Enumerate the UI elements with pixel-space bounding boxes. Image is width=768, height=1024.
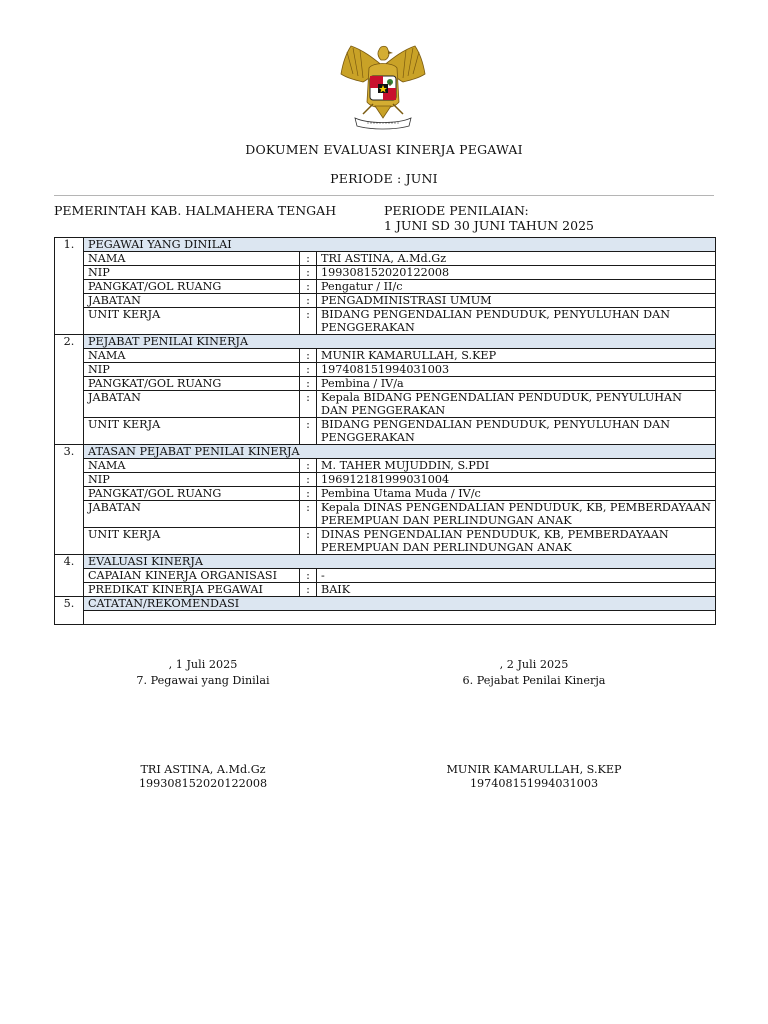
field-value: TRI ASTINA, A.Md.Gz [317, 252, 716, 266]
field-value: M. TAHER MUJUDDIN, S.PDI [317, 459, 716, 473]
field-separator: : [300, 294, 317, 308]
field-value: Kepala BIDANG PENGENDALIAN PENDUDUK, PENYULUHAN DAN PENGGERAKAN [317, 391, 716, 418]
table-row [55, 473, 716, 487]
section-header-row [55, 335, 716, 349]
field-label: NAMA [84, 349, 300, 363]
section-title: PEGAWAI YANG DINILAI [84, 238, 716, 252]
field-value: - [317, 569, 716, 583]
number-cell [55, 308, 84, 335]
field-label: JABATAN [84, 501, 300, 528]
field-value: Pembina / IV/a [317, 377, 716, 391]
number-cell [55, 252, 84, 266]
left-sign-role: 7. Pegawai yang Dinilai [136, 674, 270, 687]
number-cell [55, 391, 84, 418]
left-sign-date: , 1 Juli 2025 [168, 658, 238, 671]
section-title: PEJABAT PENILAI KINERJA [84, 335, 716, 349]
number-cell [55, 528, 84, 555]
table-row [55, 266, 716, 280]
number-cell [55, 487, 84, 501]
field-label: NIP [84, 473, 300, 487]
field-label: PANGKAT/GOL RUANG [84, 280, 300, 294]
field-separator: : [300, 308, 317, 335]
section-title: EVALUASI KINERJA [84, 555, 716, 569]
field-value: 197408151994031003 [317, 363, 716, 377]
field-label: NIP [84, 266, 300, 280]
right-sign-nip: 197408151994031003 [469, 777, 599, 790]
right-sign-name: MUNIR KAMARULLAH, S.KEP [446, 763, 622, 776]
section-number: 5. [55, 597, 84, 611]
field-value: DINAS PENGENDALIAN PENDUDUK, KB, PEMBERDAYAAN PEREMPUAN DAN PERLINDUNGAN ANAK [317, 528, 716, 555]
field-value: 199308152020122008 [317, 266, 716, 280]
number-cell [55, 569, 84, 583]
field-label: NIP [84, 363, 300, 377]
number-cell [55, 377, 84, 391]
period-label: PERIODE PENILAIAN: [384, 203, 529, 218]
field-label: CAPAIAN KINERJA ORGANISASI [84, 569, 300, 583]
number-cell [55, 266, 84, 280]
document-title: DOKUMEN EVALUASI KINERJA PEGAWAI [245, 142, 523, 157]
left-sign-name: TRI ASTINA, A.Md.Gz [140, 763, 266, 776]
field-value: Pembina Utama Muda / IV/c [317, 487, 716, 501]
section-title: ATASAN PEJABAT PENILAI KINERJA [84, 445, 716, 459]
field-label: UNIT KERJA [84, 308, 300, 335]
section-header-row [55, 238, 716, 252]
field-label: NAMA [84, 459, 300, 473]
field-value: MUNIR KAMARULLAH, S.KEP [317, 349, 716, 363]
garuda-emblem-icon [333, 44, 433, 130]
field-separator: : [300, 349, 317, 363]
number-cell [55, 349, 84, 363]
document-period: PERIODE : JUNI [330, 171, 438, 186]
number-cell [55, 418, 84, 445]
table-row [55, 569, 716, 583]
field-separator: : [300, 569, 317, 583]
table-row [55, 487, 716, 501]
field-label: PANGKAT/GOL RUANG [84, 487, 300, 501]
section-title: CATATAN/REKOMENDASI [84, 597, 716, 611]
field-label: JABATAN [84, 391, 300, 418]
table-row [55, 459, 716, 473]
field-separator: : [300, 459, 317, 473]
section-header-row [55, 597, 716, 611]
field-label: PANGKAT/GOL RUANG [84, 377, 300, 391]
right-sign-date: , 2 Juli 2025 [499, 658, 569, 671]
field-separator: : [300, 391, 317, 418]
field-label: UNIT KERJA [84, 418, 300, 445]
field-separator: : [300, 487, 317, 501]
notes-empty-row [55, 611, 716, 625]
table-row [55, 280, 716, 294]
field-value: 196912181999031004 [317, 473, 716, 487]
number-cell [55, 294, 84, 308]
table-row [55, 391, 716, 418]
number-cell [55, 363, 84, 377]
field-separator: : [300, 583, 317, 597]
field-separator: : [300, 501, 317, 528]
table-row [55, 308, 716, 335]
number-cell [55, 501, 84, 528]
table-row [55, 349, 716, 363]
number-cell [55, 459, 84, 473]
field-value: BIDANG PENGENDALIAN PENDUDUK, PENYULUHAN DAN PENGGERAKAN [317, 308, 716, 335]
field-value: PENGADMINISTRASI UMUM [317, 294, 716, 308]
table-row [55, 363, 716, 377]
field-value: Kepala DINAS PENGENDALIAN PENDUDUK, KB, PEMBERDAYAAN PEREMPUAN DAN PERLINDUNGAN ANAK [317, 501, 716, 528]
number-cell [55, 280, 84, 294]
field-label: UNIT KERJA [84, 528, 300, 555]
section-header-row [55, 555, 716, 569]
agency-name: PEMERINTAH KAB. HALMAHERA TENGAH [54, 203, 337, 218]
field-separator: : [300, 418, 317, 445]
field-label: PREDIKAT KINERJA PEGAWAI [84, 583, 300, 597]
table-row [55, 418, 716, 445]
table-row [55, 583, 716, 597]
section-number: 3. [55, 445, 84, 459]
field-separator: : [300, 252, 317, 266]
divider [54, 195, 714, 196]
number-cell [55, 611, 84, 625]
section-number: 4. [55, 555, 84, 569]
field-separator: : [300, 363, 317, 377]
section-number: 1. [55, 238, 84, 252]
table-row [55, 294, 716, 308]
left-sign-nip: 199308152020122008 [138, 777, 268, 790]
table-row [55, 528, 716, 555]
field-separator: : [300, 377, 317, 391]
evaluation-table [54, 237, 716, 625]
field-value: BAIK [317, 583, 716, 597]
number-cell [55, 583, 84, 597]
field-separator: : [300, 473, 317, 487]
period-value: 1 JUNI SD 30 JUNI TAHUN 2025 [384, 218, 594, 233]
notes-cell [84, 611, 716, 625]
field-label: NAMA [84, 252, 300, 266]
field-value: Pengatur / II/c [317, 280, 716, 294]
field-label: JABATAN [84, 294, 300, 308]
table-row [55, 501, 716, 528]
field-separator: : [300, 528, 317, 555]
table-row [55, 377, 716, 391]
number-cell [55, 473, 84, 487]
field-separator: : [300, 266, 317, 280]
section-number: 2. [55, 335, 84, 349]
field-value: BIDANG PENGENDALIAN PENDUDUK, PENYULUHAN DAN PENGGERAKAN [317, 418, 716, 445]
table-row [55, 252, 716, 266]
section-header-row [55, 445, 716, 459]
right-sign-role: 6. Pejabat Penilai Kinerja [462, 674, 606, 687]
field-separator: : [300, 280, 317, 294]
